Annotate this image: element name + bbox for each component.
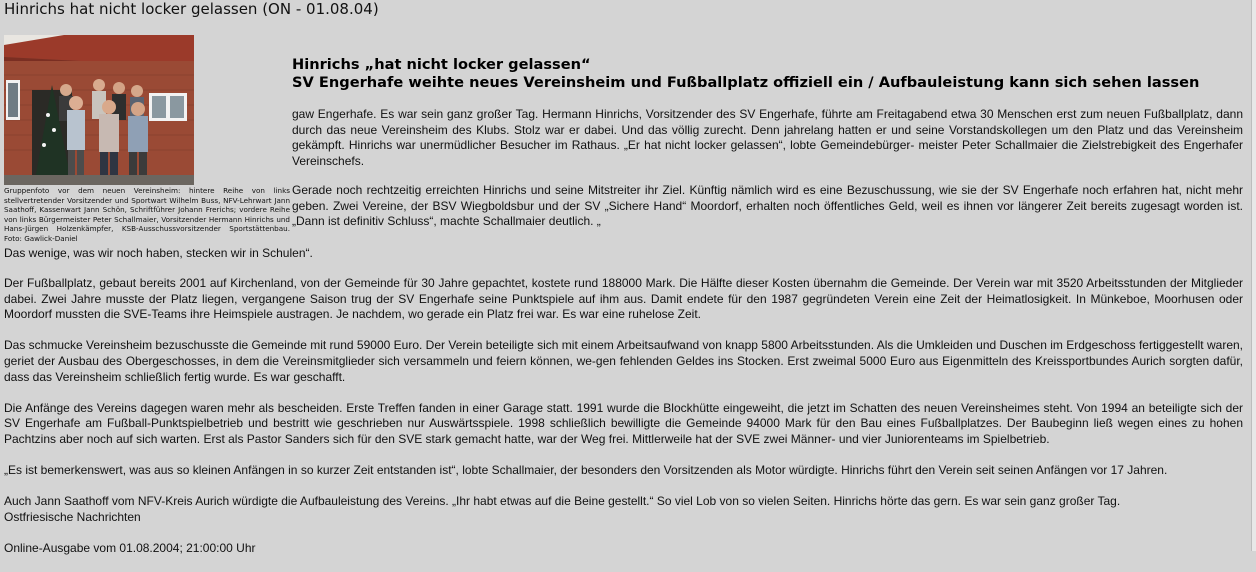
paragraph: gaw Engerhafe. Es war sein ganz großer Tag. Hermann Hinrichs, Vorsitzender des SV Engerhafe, führte am Freitagabend etwa 30 Menschen erst zum neuen Fußballplatz, dann durch das neue Vereinsheim des Klubs. Stolz war er dabei. Und das völlig zurecht. Denn jahrelang hatten er und seine Vorstandskollegen um den Platz und das Vereinsheim gekämpft. Hinrichs war unermüdlicher Besucher im Rathaus. „Er hat nicht locker gelassen“, lobte Gemeindebürger- meister Peter Schallmaier die Zielstrebigkeit des Engerhafer Vereinschefs. [292,107,1243,168]
edition-line: Online-Ausgabe vom 01.08.2004; 21:00:00 Uhr [4,541,256,556]
article-paragraph-2 [292,183,1243,230]
photo-caption: Gruppenfoto vor dem neuen Vereinsheim: hintere Reihe von links stellvertretender Vorsitzender und Sportwart Wilhelm Buss, NFV-Lehrwart Jann Saathoff, Kassenwart Jann Schön, Schriftführer Johann Frerichs; vordere Reihe von links Bürgermeister Peter Schallmaier, Vorsitzender Hermann Hinrichs und Hans-Jürgen Holzenkämpfer, KSB-Ausschussvorsitzender Sportstättenbau. Foto: Gawlick-Daniel [4,186,290,243]
vertical-scrollbar[interactable] [1251,0,1256,551]
group-photo-image [4,35,194,185]
article-body [4,276,1243,572]
headline-title: Hinrichs „hat nicht locker gelassen“ [292,56,591,73]
group-photo [4,35,194,185]
paragraph: Der Fußballplatz, gebaut bereits 2001 auf Kirchenland, von der Gemeinde für 30 Jahre gepachtet, kostete rund 188000 Mark. Die Hälfte dieser Kosten übernahm die Gemeinde. Der Verein war mit 3520 Arbeitsstunden der Mitglieder dabei. Zwei Jahre musste der Platz liegen, vergangene Saison trug der SV Engerhafe seine Punktspiele auf ihm aus. Damit endete für den 1987 gegründeten Verein eine Zeit der Heimatlosigkeit. In Münkeboe, Moorhusen oder Moordorf mussten die SVE-Teams ihre Heimspiele austragen. Je nachdem, wo gerade ein Platz frei war. Es war eine ruhelose Zeit. [4,276,1243,322]
headline-subtitle: SV Engerhafe weihte neues Vereinsheim und Fußballplatz offiziell ein / Aufbauleistung kann sich sehen lassen [292,74,1200,91]
article-headline [292,56,1242,92]
paragraph-continuation: Das wenige, was wir noch haben, stecken wir in Schulen“. [4,246,313,260]
paragraph: Auch Jann Saathoff vom NFV-Kreis Aurich würdigte die Aufbauleistung des Vereins. „Ihr habt etwas auf die Beine gestellt.“ So viel Lob von so vielen Seiten. Hinrichs hörte das gern. Es war sein ganz großer Tag. [4,494,1121,509]
page-title: Hinrichs hat nicht locker gelassen (ON - 01.08.04) [4,0,379,18]
paragraph: „Es ist bemerkenswert, was aus so kleinen Anfängen in so kurzer Zeit entstanden ist“, lobte Schallmaier, der besonders den Vorsitzenden als Motor würdigte. Hinrichs führt den Verein seit seinen Anfängen vor 17 Jahren. [4,463,1168,478]
source-line: Ostfriesische Nachrichten [4,509,141,524]
article-intro [292,107,1243,169]
paragraph: Gerade noch rechtzeitig erreichten Hinrichs und seine Mitstreiter ihr Ziel. Künftig nämlich wird es eine Bezuschussung, wie sie der SV Engerhafe noch erfahren hat, nicht mehr geben. Zwei Vereine, der BSV Wiegboldsbur und der SV „Sichere Hand“ Moordorf, erhalten noch öffentliches Geld, weil es ihnen vor längerer Zeit bereits zugesagt worden ist. „Dann ist definitiv Schluss“, machte Schallmaier deutlich. „ [292,183,1243,229]
paragraph: Die Anfänge des Vereins dagegen waren mehr als bescheiden. Erste Treffen fanden in einer Garage statt. 1991 wurde die Blockhütte eingeweiht, die jetzt im Schatten des neuen Vereinsheimes steht. Von 1994 an beteiligte sich der SV Engerhafe am Fußball-Punktspielbetrieb und bestritt wie geschrieben nur Auswärtsspiele. 1998 schließlich bewilligte die Gemeinde 94000 Mark für den Bau eines Fußballplatzes. Der Baubeginn ließ wegen eines zu hohen Pachtzins aber noch auf sich warten. Erst als Pastor Sanders sich für den SVE stark gemacht hatte, war der Weg frei. Mittlerweile hat der SVE zwei Männer- und vier Juniorenteams im Spielbetrieb. [4,400,1243,446]
paragraph: Das schmucke Vereinsheim bezuschusste die Gemeinde mit rund 59000 Euro. Der Verein beteiligte sich mit einem Arbeitsaufwand von knapp 5800 Arbeitsstunden. Als die Umkleiden und Duschen im Erdgeschoss fertiggestellt waren, geriet der Ausbau des Obergeschosses, in dem die Vereinsmitglieder sich versammeln und feiern können, we-gen fehlenden Geldes ins Stocken. Erst zweimal 5000 Euro aus Eigenmitteln des Kreissportbundes Aurich sorgten dafür, dass das Vereinsheim schließlich fertig wurde. Es war geschafft. [4,338,1243,384]
